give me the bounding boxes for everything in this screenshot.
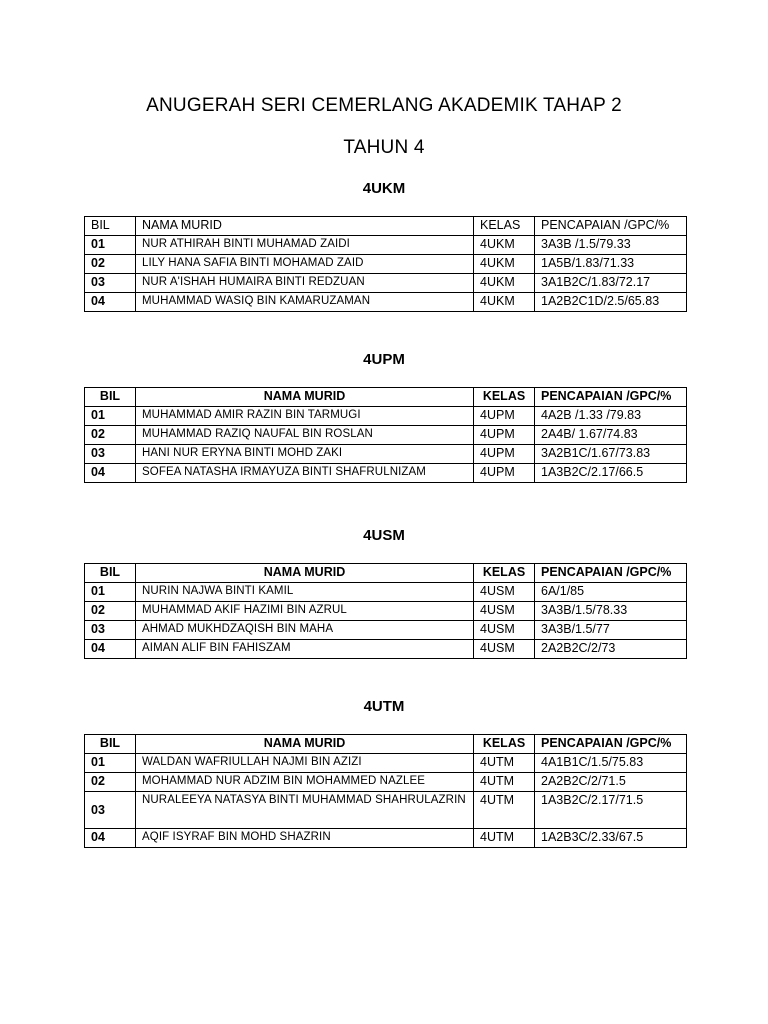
cell-kelas: 4UPM (474, 407, 535, 426)
header-pencapaian: PENCAPAIAN /GPC/% (535, 735, 687, 754)
cell-bil: 02 (85, 255, 136, 274)
cell-nama: MUHAMMAD AKIF HAZIMI BIN AZRUL (136, 602, 474, 621)
header-kelas: KELAS (474, 388, 535, 407)
section-heading-4upm: 4UPM (363, 351, 405, 368)
cell-pencapaian: 1A5B/1.83/71.33 (535, 255, 687, 274)
cell-bil: 02 (85, 773, 136, 792)
cell-pencapaian: 4A2B /1.33 /79.83 (535, 407, 687, 426)
table-row (85, 407, 687, 426)
table-header-row (85, 564, 687, 583)
cell-bil: 03 (85, 621, 136, 640)
cell-bil: 02 (85, 426, 136, 445)
table-row (85, 236, 687, 255)
header-pencapaian: PENCAPAIAN /GPC/% (535, 217, 687, 236)
cell-nama: MUHAMMAD WASIQ BIN KAMARUZAMAN (136, 293, 474, 312)
cell-nama: MOHAMMAD NUR ADZIM BIN MOHAMMED NAZLEE (136, 773, 474, 792)
cell-pencapaian: 3A2B1C/1.67/73.83 (535, 445, 687, 464)
table-row (85, 773, 687, 792)
table-row (85, 621, 687, 640)
cell-pencapaian: 1A2B3C/2.33/67.5 (535, 829, 687, 848)
header-bil: BIL (85, 217, 136, 236)
cell-bil: 04 (85, 829, 136, 848)
header-kelas: KELAS (474, 735, 535, 754)
table-4usm (84, 563, 687, 659)
section-heading-4ukm: 4UKM (362, 180, 406, 197)
cell-nama: AQIF ISYRAF BIN MOHD SHAZRIN (136, 829, 474, 848)
cell-kelas: 4USM (474, 640, 535, 659)
cell-pencapaian: 1A3B2C/2.17/66.5 (535, 464, 687, 483)
section-heading-4utm: 4UTM (363, 698, 405, 715)
cell-pencapaian: 3A3B/1.5/78.33 (535, 602, 687, 621)
header-pencapaian: PENCAPAIAN /GPC/% (535, 564, 687, 583)
header-nama: NAMA MURID (136, 735, 474, 754)
cell-bil: 02 (85, 602, 136, 621)
cell-bil: 03 (85, 792, 136, 829)
cell-bil: 03 (85, 274, 136, 293)
cell-bil: 04 (85, 640, 136, 659)
header-pencapaian: PENCAPAIAN /GPC/% (535, 388, 687, 407)
cell-kelas: 4UTM (474, 792, 535, 829)
table-row (85, 293, 687, 312)
table-row (85, 274, 687, 293)
cell-kelas: 4USM (474, 583, 535, 602)
cell-nama: MUHAMMAD RAZIQ NAUFAL BIN ROSLAN (136, 426, 474, 445)
cell-kelas: 4UKM (474, 255, 535, 274)
header-kelas: KELAS (474, 564, 535, 583)
table-row (85, 640, 687, 659)
table-row (85, 445, 687, 464)
cell-kelas: 4UPM (474, 426, 535, 445)
cell-nama: NURIN NAJWA BINTI KAMIL (136, 583, 474, 602)
table-header-row (85, 735, 687, 754)
cell-nama: NUR A'ISHAH HUMAIRA BINTI REDZUAN (136, 274, 474, 293)
document-title: ANUGERAH SERI CEMERLANG AKADEMIK TAHAP 2 (146, 95, 622, 116)
table-4ukm (84, 216, 687, 312)
cell-kelas: 4UKM (474, 293, 535, 312)
header-nama: NAMA MURID (136, 388, 474, 407)
cell-bil: 01 (85, 236, 136, 255)
header-nama: NAMA MURID (136, 217, 474, 236)
cell-pencapaian: 1A2B2C1D/2.5/65.83 (535, 293, 687, 312)
header-bil: BIL (85, 735, 136, 754)
table-row (85, 829, 687, 848)
cell-pencapaian: 3A3B/1.5/77 (535, 621, 687, 640)
cell-nama: AIMAN ALIF BIN FAHISZAM (136, 640, 474, 659)
cell-nama: LILY HANA SAFIA BINTI MOHAMAD ZAID (136, 255, 474, 274)
cell-nama: SOFEA NATASHA IRMAYUZA BINTI SHAFRULNIZAM (136, 464, 474, 483)
table-row (85, 602, 687, 621)
cell-pencapaian: 3A1B2C/1.83/72.17 (535, 274, 687, 293)
cell-kelas: 4UKM (474, 236, 535, 255)
cell-pencapaian: 2A4B/ 1.67/74.83 (535, 426, 687, 445)
cell-nama: HANI NUR ERYNA BINTI MOHD ZAKI (136, 445, 474, 464)
cell-pencapaian: 3A3B /1.5/79.33 (535, 236, 687, 255)
table-4upm (84, 387, 687, 483)
cell-kelas: 4UKM (474, 274, 535, 293)
table-4utm (84, 734, 687, 848)
cell-kelas: 4UTM (474, 754, 535, 773)
table-row (85, 426, 687, 445)
cell-bil: 01 (85, 754, 136, 773)
cell-kelas: 4UPM (474, 464, 535, 483)
cell-bil: 01 (85, 583, 136, 602)
cell-nama: NURALEEYA NATASYA BINTI MUHAMMAD SHAHRULAZRIN (136, 792, 474, 829)
table-row (85, 464, 687, 483)
cell-bil: 01 (85, 407, 136, 426)
table-row (85, 754, 687, 773)
header-nama: NAMA MURID (136, 564, 474, 583)
table-row (85, 583, 687, 602)
cell-pencapaian: 6A/1/85 (535, 583, 687, 602)
table-header-row (85, 388, 687, 407)
header-bil: BIL (85, 388, 136, 407)
table-row (85, 255, 687, 274)
cell-pencapaian: 1A3B2C/2.17/71.5 (535, 792, 687, 829)
cell-kelas: 4UTM (474, 773, 535, 792)
cell-kelas: 4UPM (474, 445, 535, 464)
header-kelas: KELAS (474, 217, 535, 236)
cell-nama: NUR ATHIRAH BINTI MUHAMAD ZAIDI (136, 236, 474, 255)
cell-kelas: 4USM (474, 621, 535, 640)
cell-pencapaian: 4A1B1C/1.5/75.83 (535, 754, 687, 773)
cell-nama: WALDAN WAFRIULLAH NAJMI BIN AZIZI (136, 754, 474, 773)
header-bil: BIL (85, 564, 136, 583)
cell-nama: MUHAMMAD AMIR RAZIN BIN TARMUGI (136, 407, 474, 426)
cell-nama: AHMAD MUKHDZAQISH BIN MAHA (136, 621, 474, 640)
cell-bil: 03 (85, 445, 136, 464)
cell-pencapaian: 2A2B2C/2/71.5 (535, 773, 687, 792)
table-header-row (85, 217, 687, 236)
cell-bil: 04 (85, 464, 136, 483)
cell-pencapaian: 2A2B2C/2/73 (535, 640, 687, 659)
cell-bil: 04 (85, 293, 136, 312)
document-subtitle: TAHUN 4 (343, 137, 425, 158)
cell-kelas: 4UTM (474, 829, 535, 848)
section-heading-4usm: 4USM (363, 527, 405, 544)
cell-kelas: 4USM (474, 602, 535, 621)
table-row (85, 792, 687, 829)
